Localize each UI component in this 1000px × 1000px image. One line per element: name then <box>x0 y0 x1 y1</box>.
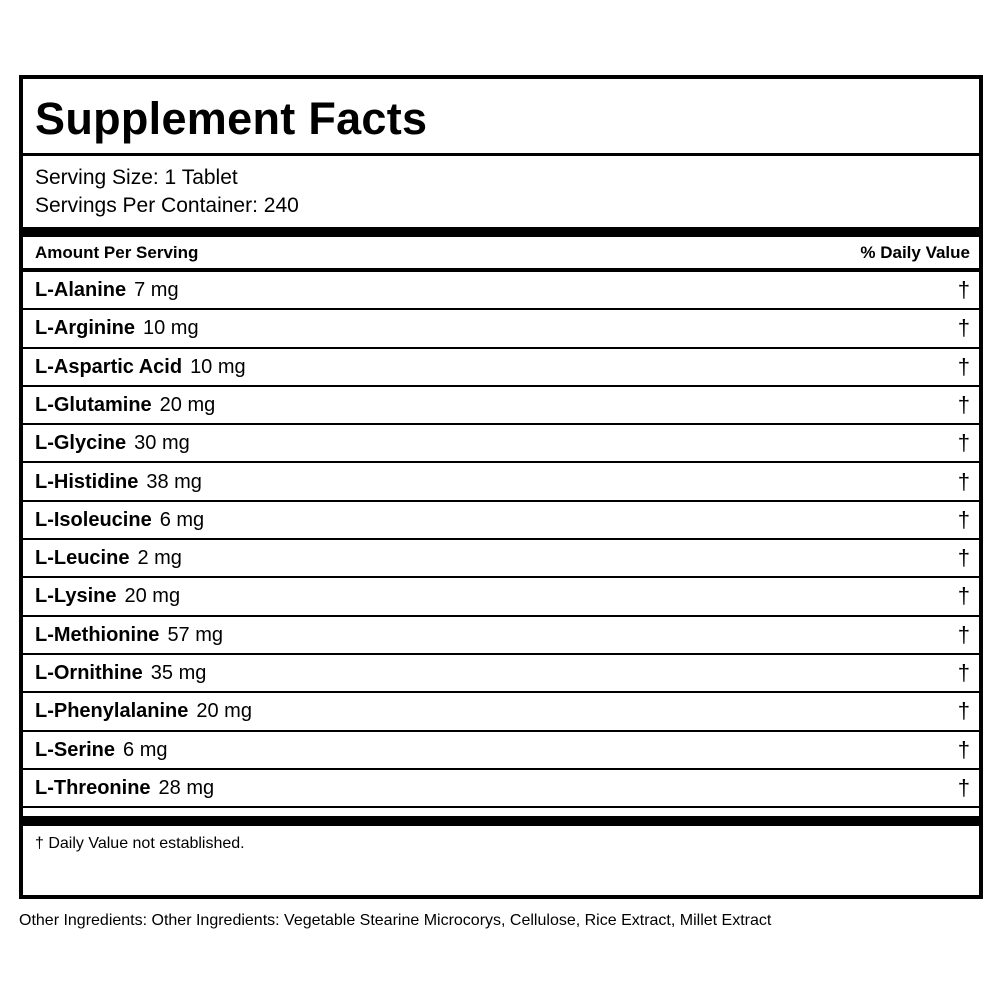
nutrient-amount: 20 mg <box>124 585 181 608</box>
daily-value-dagger: † <box>957 660 970 685</box>
nutrient-amount: 2 mg <box>137 547 182 570</box>
nutrient-row <box>23 617 979 655</box>
daily-value-dagger: † <box>957 736 970 762</box>
nutrient-amount: 7 mg <box>134 279 179 301</box>
daily-value-dagger: † <box>957 430 970 456</box>
daily-value-dagger: † <box>957 621 970 647</box>
daily-value-dagger: † <box>957 468 970 494</box>
nutrient-row <box>23 272 979 310</box>
daily-value-dagger: † <box>957 698 970 724</box>
daily-value-header: % Daily Value <box>860 243 970 262</box>
nutrient-name-text: L-Threonine <box>35 776 151 799</box>
nutrient-amount: 57 mg <box>167 623 224 646</box>
nutrient-name <box>35 738 168 762</box>
daily-value-dagger: † <box>957 545 970 571</box>
nutrient-name-text: L-Arginine <box>35 317 135 340</box>
nutrient-name <box>35 470 202 494</box>
daily-value-dagger: † <box>957 277 970 302</box>
daily-value-dagger: † <box>957 774 970 800</box>
nutrient-row <box>23 464 979 502</box>
nutrient-amount: 38 mg <box>146 470 202 493</box>
nutrient-row <box>23 732 979 770</box>
nutrient-row <box>23 349 979 387</box>
nutrient-row <box>23 425 979 463</box>
nutrient-name <box>35 699 252 723</box>
nutrient-name-text: L-Isoleucine <box>35 508 152 531</box>
nutrient-name-text: L-Serine <box>35 738 116 761</box>
nutrient-name-text: L-Histidine <box>35 470 139 493</box>
nutrient-amount: 6 mg <box>159 508 205 531</box>
nutrient-name <box>35 584 180 608</box>
daily-value-dagger: † <box>957 583 970 609</box>
nutrient-name-text: L-Phenylalanine <box>35 700 189 723</box>
nutrient-name <box>35 661 206 685</box>
nutrient-name-text: L-Lysine <box>35 585 117 608</box>
nutrient-name <box>35 278 179 302</box>
nutrient-name <box>35 393 215 417</box>
nutrient-name <box>35 316 199 340</box>
title-divider <box>23 153 979 156</box>
nutrient-name <box>35 508 204 532</box>
title-section <box>23 79 979 153</box>
daily-value-dagger: † <box>957 315 970 341</box>
other-ingredients: Other Ingredients: Other Ingredients: Vegetable Stearine Microcorys, Cellulose, Rice Extract, Millet Extract <box>19 912 772 929</box>
nutrient-name <box>35 431 190 455</box>
nutrient-amount: 10 mg <box>190 355 246 378</box>
nutrient-row <box>23 502 979 540</box>
servings-per-container: Servings Per Container: 240 <box>35 194 299 217</box>
nutrient-name <box>35 623 223 647</box>
nutrient-row <box>23 770 979 808</box>
daily-value-dagger: † <box>957 353 970 379</box>
nutrient-row <box>23 578 979 616</box>
nutrient-amount: 28 mg <box>158 776 215 799</box>
nutrient-row <box>23 310 979 348</box>
nutrient-amount: 6 mg <box>123 738 168 761</box>
nutrient-name <box>35 355 246 379</box>
amount-per-serving-header: Amount Per Serving <box>35 243 199 262</box>
thick-divider-bottom <box>23 816 979 826</box>
nutrient-name-text: L-Glycine <box>35 432 127 455</box>
daily-value-dagger: † <box>957 391 970 417</box>
serving-size: Serving Size: 1 Tablet <box>35 166 238 189</box>
nutrient-row <box>23 655 979 693</box>
nutrient-name-text: L-Ornithine <box>35 662 143 684</box>
nutrient-amount: 10 mg <box>143 317 199 340</box>
daily-value-dagger: † <box>957 506 970 532</box>
nutrient-name-text: L-Alanine <box>35 279 127 301</box>
thick-divider-top <box>23 227 979 237</box>
nutrient-name-text: L-Aspartic Acid <box>35 355 183 378</box>
nutrient-amount: 35 mg <box>150 662 207 684</box>
nutrient-row <box>23 540 979 578</box>
nutrient-name <box>35 776 214 800</box>
nutrient-name-text: L-Glutamine <box>35 393 152 416</box>
nutrient-name <box>35 546 182 570</box>
footnote: † Daily Value not established. <box>35 835 245 852</box>
nutrient-name-text: L-Leucine <box>35 547 130 570</box>
nutrient-row <box>23 387 979 425</box>
nutrient-amount: 20 mg <box>159 393 216 416</box>
supplement-facts-panel <box>19 75 983 899</box>
nutrient-amount: 30 mg <box>134 432 190 455</box>
nutrient-amount: 20 mg <box>196 700 252 723</box>
nutrient-row <box>23 693 979 731</box>
nutrient-name-text: L-Methionine <box>35 623 160 646</box>
panel-title: Supplement Facts <box>35 93 428 144</box>
